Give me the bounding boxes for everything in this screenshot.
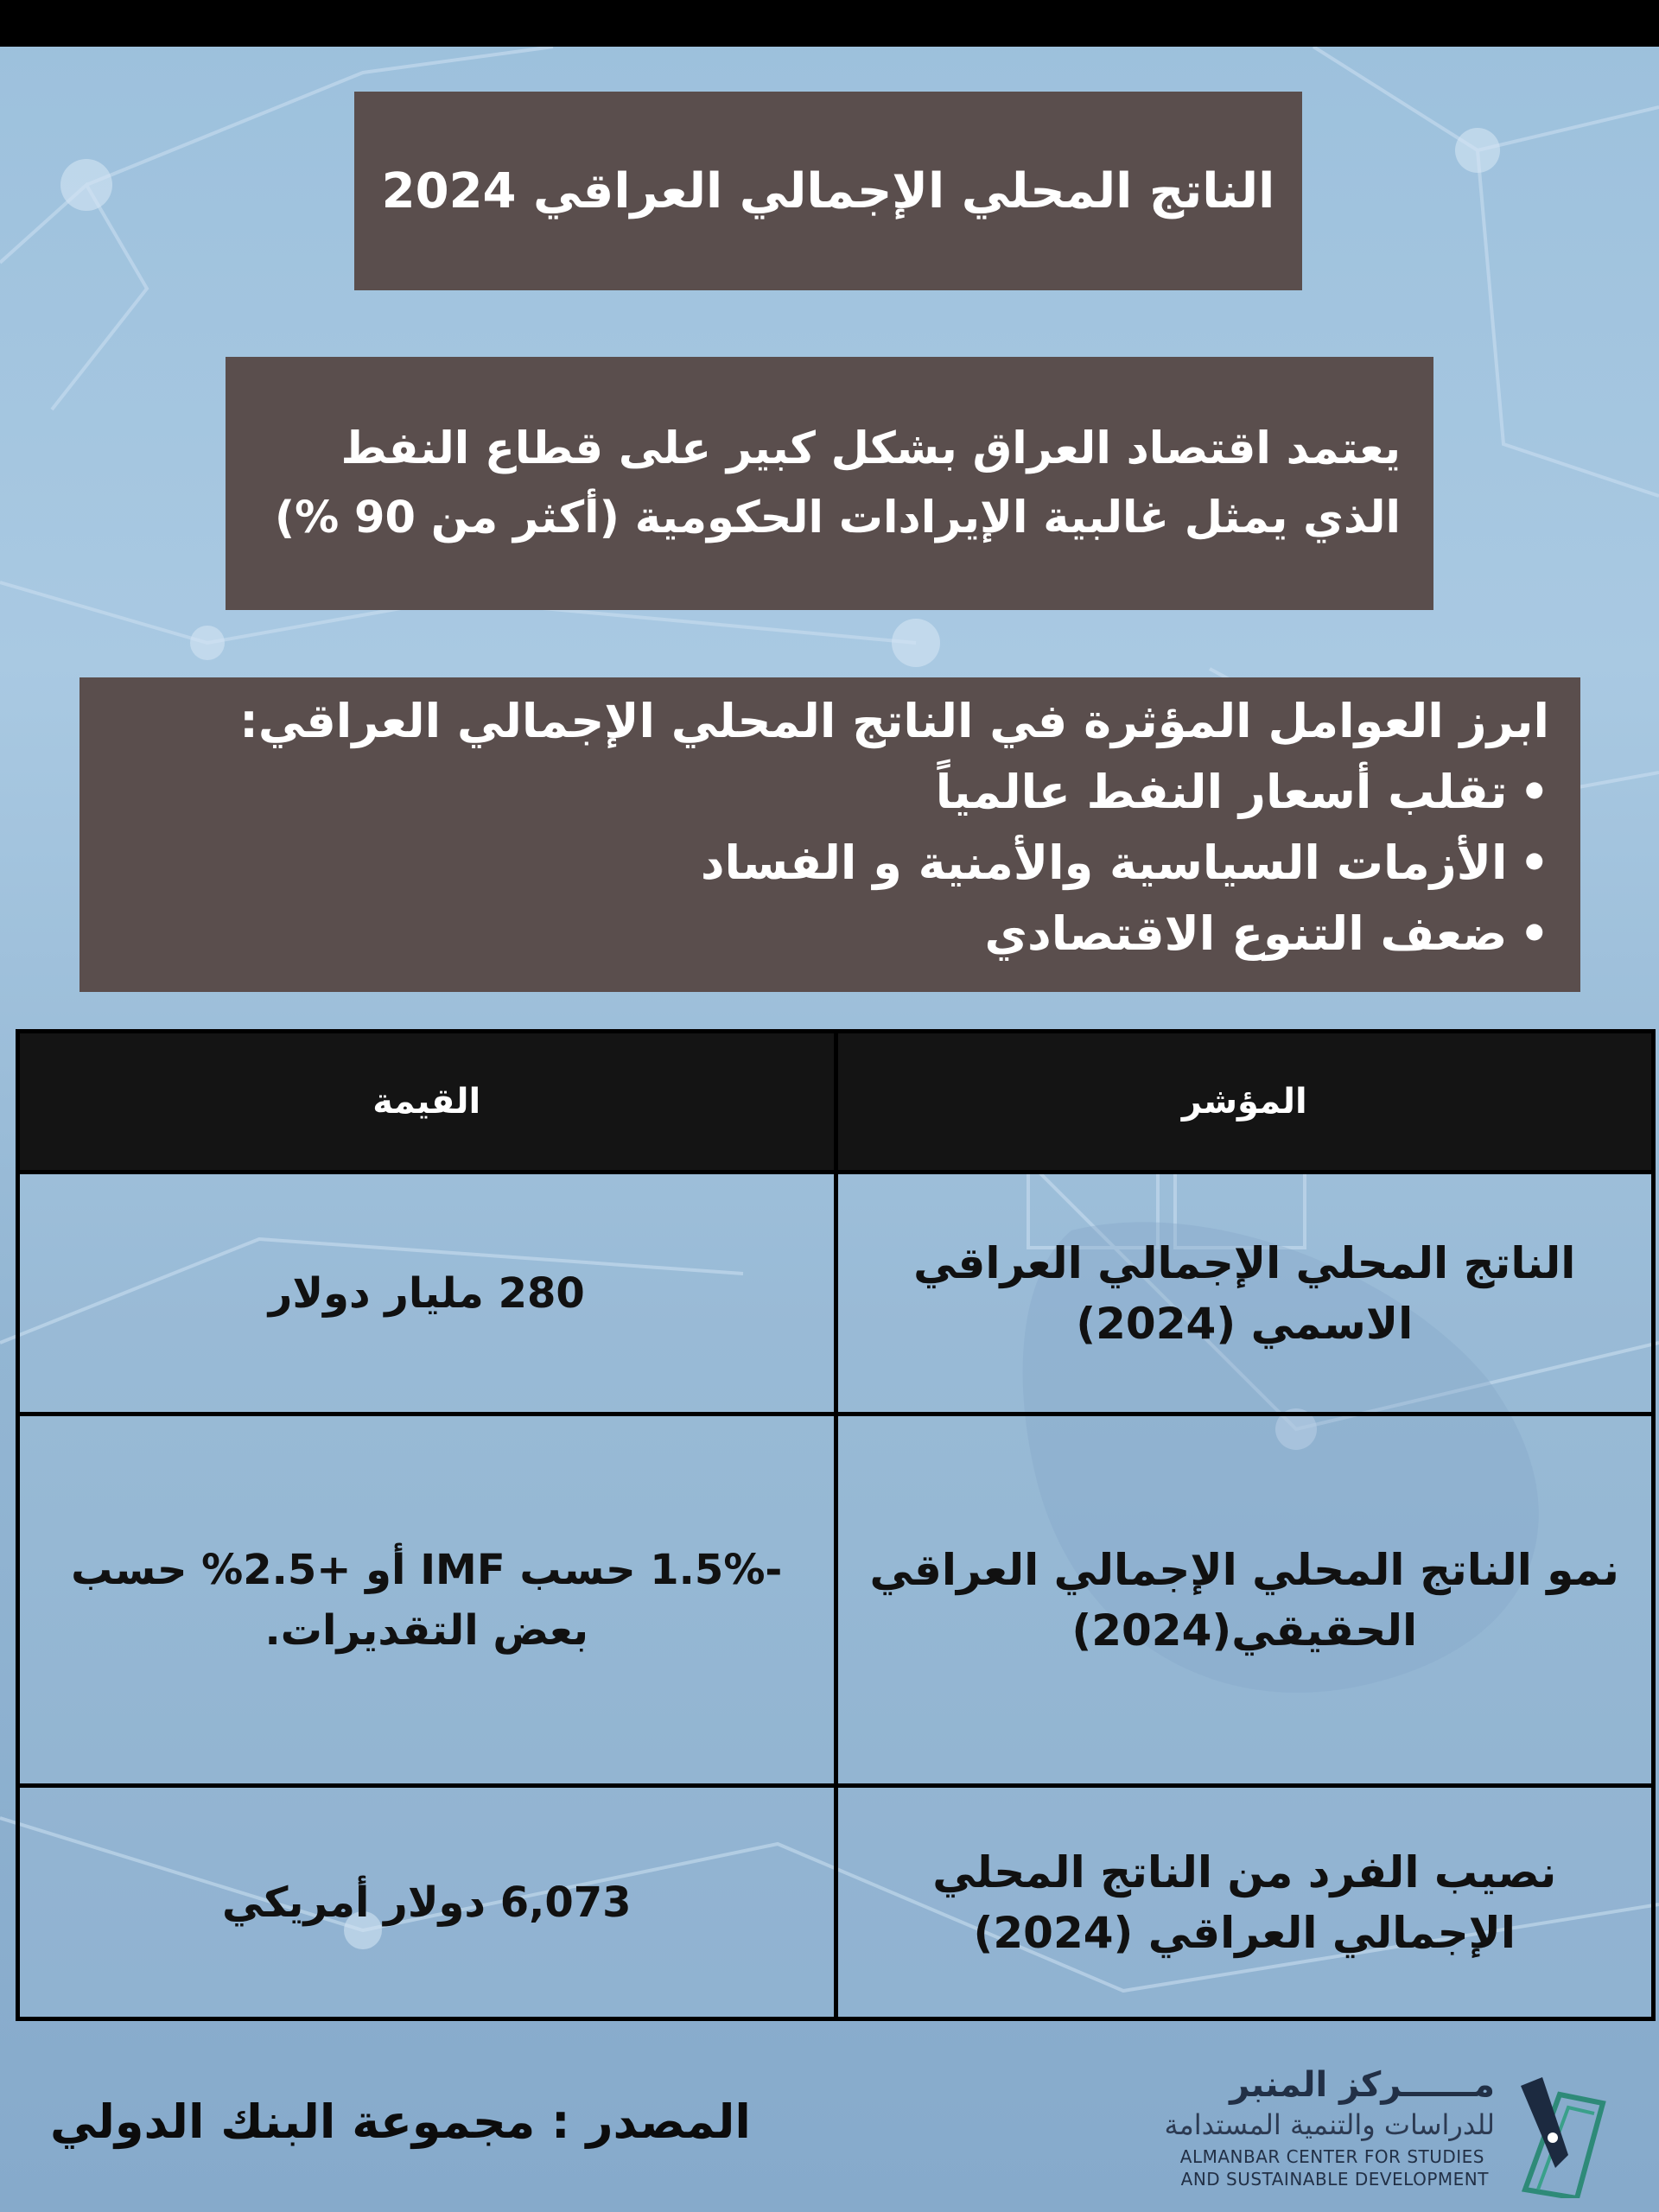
indicator-cell: نمو الناتج المحلي الإجمالي العراقي الحقيقي(2024) bbox=[836, 1414, 1654, 1786]
indicator-cell: الناتج المحلي الإجمالي العراقي الاسمي (2024) bbox=[836, 1173, 1654, 1414]
factor-item: • الأزمات السياسية والأمنية و الفساد bbox=[111, 828, 1549, 899]
header-indicator: المؤشر bbox=[836, 1032, 1654, 1173]
table-row bbox=[18, 1414, 1654, 1786]
value-cell: -1.5% حسب IMF أو +2.5% حسب بعض التقديرات. bbox=[18, 1414, 836, 1786]
logo-english-line-1: ALMANBAR CENTER FOR STUDIES bbox=[1179, 2146, 1484, 2167]
factor-item: • ضعف التنوع الاقتصادي bbox=[111, 899, 1549, 969]
indicators-table bbox=[16, 1029, 1656, 2021]
factors-list bbox=[111, 757, 1549, 969]
intro-line-2: الذي يمثل غالبية الإيرادات الحكومية (أكثر من 90 %) bbox=[274, 492, 1401, 543]
value-cell: 6,073 دولار أمريكي bbox=[18, 1786, 836, 2019]
intro-box bbox=[226, 357, 1433, 610]
intro-line-1: يعتمد اقتصاد العراق بشكل كبير على قطاع النفط bbox=[340, 423, 1401, 474]
header-value: القيمة bbox=[18, 1032, 836, 1173]
indicator-cell: نصيب الفرد من الناتج المحلي الإجمالي العراقي (2024) bbox=[836, 1786, 1654, 2019]
logo-arabic-subtitle: للدراسات والتنمية المستدامة bbox=[1164, 2108, 1495, 2141]
source-text: المصدر : مجموعة البنك الدولي bbox=[50, 2094, 751, 2149]
factors-box bbox=[79, 677, 1580, 992]
title-box bbox=[354, 92, 1302, 290]
table-row bbox=[18, 1786, 1654, 2019]
logo-english-line-2: AND SUSTAINABLE DEVELOPMENT bbox=[1180, 2169, 1489, 2190]
top-black-bar bbox=[0, 0, 1659, 47]
factor-item: • تقلب أسعار النفط عالمياً bbox=[111, 757, 1549, 828]
factors-heading: ابرز العوامل المؤثرة في الناتج المحلي الإجمالي العراقي: bbox=[239, 694, 1549, 748]
logo-arabic-name: مــــــركز المنبر bbox=[1230, 2065, 1495, 2105]
table-header-row bbox=[18, 1032, 1654, 1173]
value-cell: 280 مليار دولار bbox=[18, 1173, 836, 1414]
table-row bbox=[18, 1173, 1654, 1414]
page-title: الناتج المحلي الإجمالي العراقي 2024 bbox=[381, 162, 1275, 219]
